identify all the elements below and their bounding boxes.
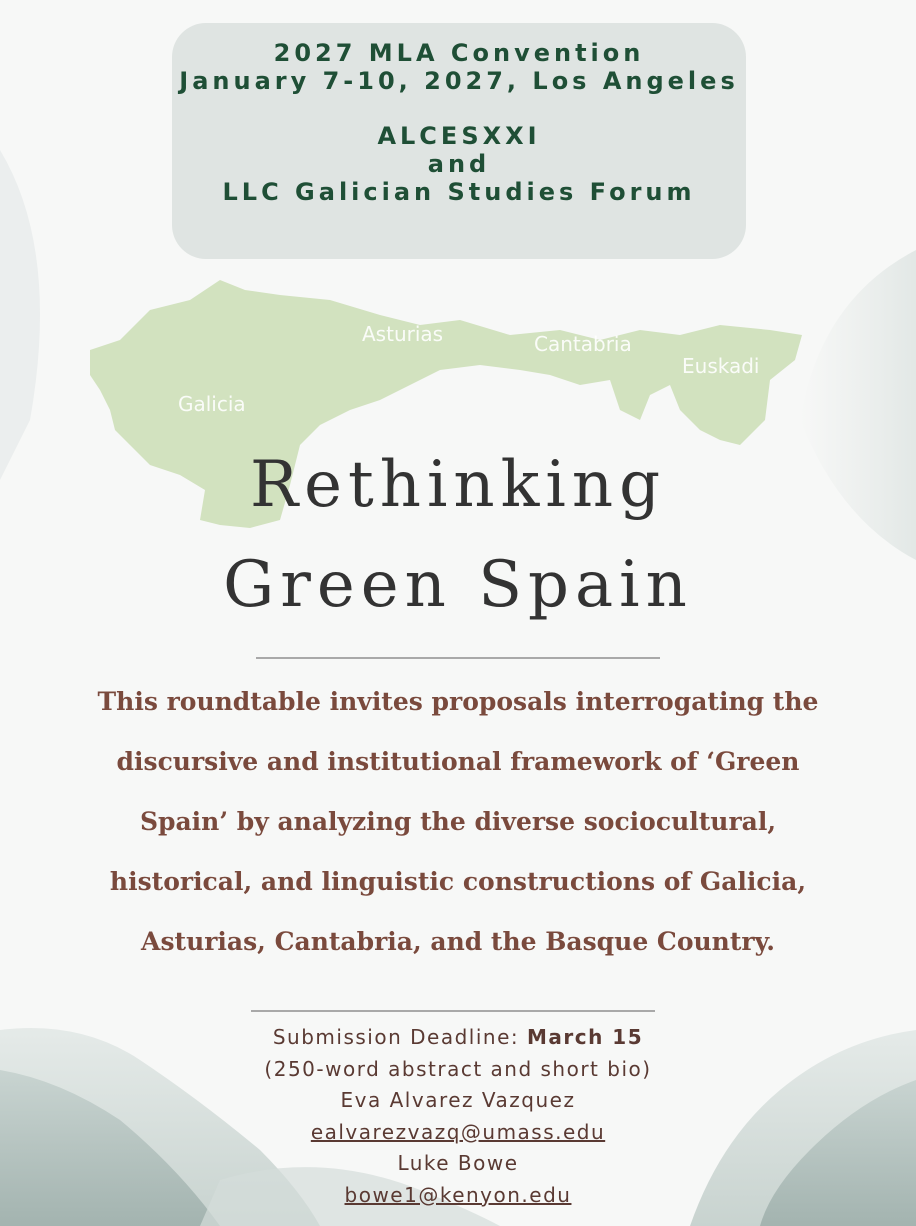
- header-convention: 2027 MLA Convention: [273, 39, 645, 67]
- deadline-line: [0, 1022, 916, 1054]
- description-paragraph: [60, 672, 856, 972]
- map-label-euskadi: Euskadi: [682, 354, 760, 378]
- requirements-text: (250-word abstract and short bio): [264, 1056, 652, 1081]
- header-date-location: January 7-10, 2027, Los Angeles: [179, 67, 739, 95]
- description-line: Asturias, Cantabria, and the Basque Country.: [141, 927, 775, 956]
- divider-top: [256, 657, 660, 659]
- description-line: discursive and institutional framework of ‘Green: [116, 747, 800, 776]
- header-org1: ALCESXXI: [377, 122, 541, 150]
- header-and: and: [427, 150, 491, 178]
- contact2-email-link[interactable]: bowe1@kenyon.edu: [344, 1182, 572, 1207]
- deadline-date: March 15: [526, 1025, 644, 1049]
- header-box: [172, 23, 746, 259]
- description-line: Spain’ by analyzing the diverse sociocultural,: [139, 807, 777, 836]
- contact1-email-link[interactable]: ealvarezvazq@umass.edu: [310, 1119, 606, 1144]
- title-line1: Rethinking: [249, 448, 667, 522]
- contact1-name: Eva Alvarez Vazquez: [340, 1088, 576, 1112]
- map-label-galicia: Galicia: [178, 392, 246, 416]
- map-label-asturias: Asturias: [362, 322, 444, 346]
- map-label-cantabria: Cantabria: [534, 332, 632, 356]
- header-org2: LLC Galician Studies Forum: [222, 178, 696, 206]
- description-line: historical, and linguistic constructions of Galicia,: [109, 867, 807, 896]
- deadline-label: Submission Deadline:: [272, 1025, 520, 1049]
- submission-info: [0, 1022, 916, 1211]
- description-line: This roundtable invites proposals interrogating the: [97, 687, 819, 716]
- contact2-name: Luke Bowe: [397, 1151, 519, 1175]
- title-line2: Green Spain: [223, 548, 693, 622]
- divider-bottom: [251, 1010, 655, 1012]
